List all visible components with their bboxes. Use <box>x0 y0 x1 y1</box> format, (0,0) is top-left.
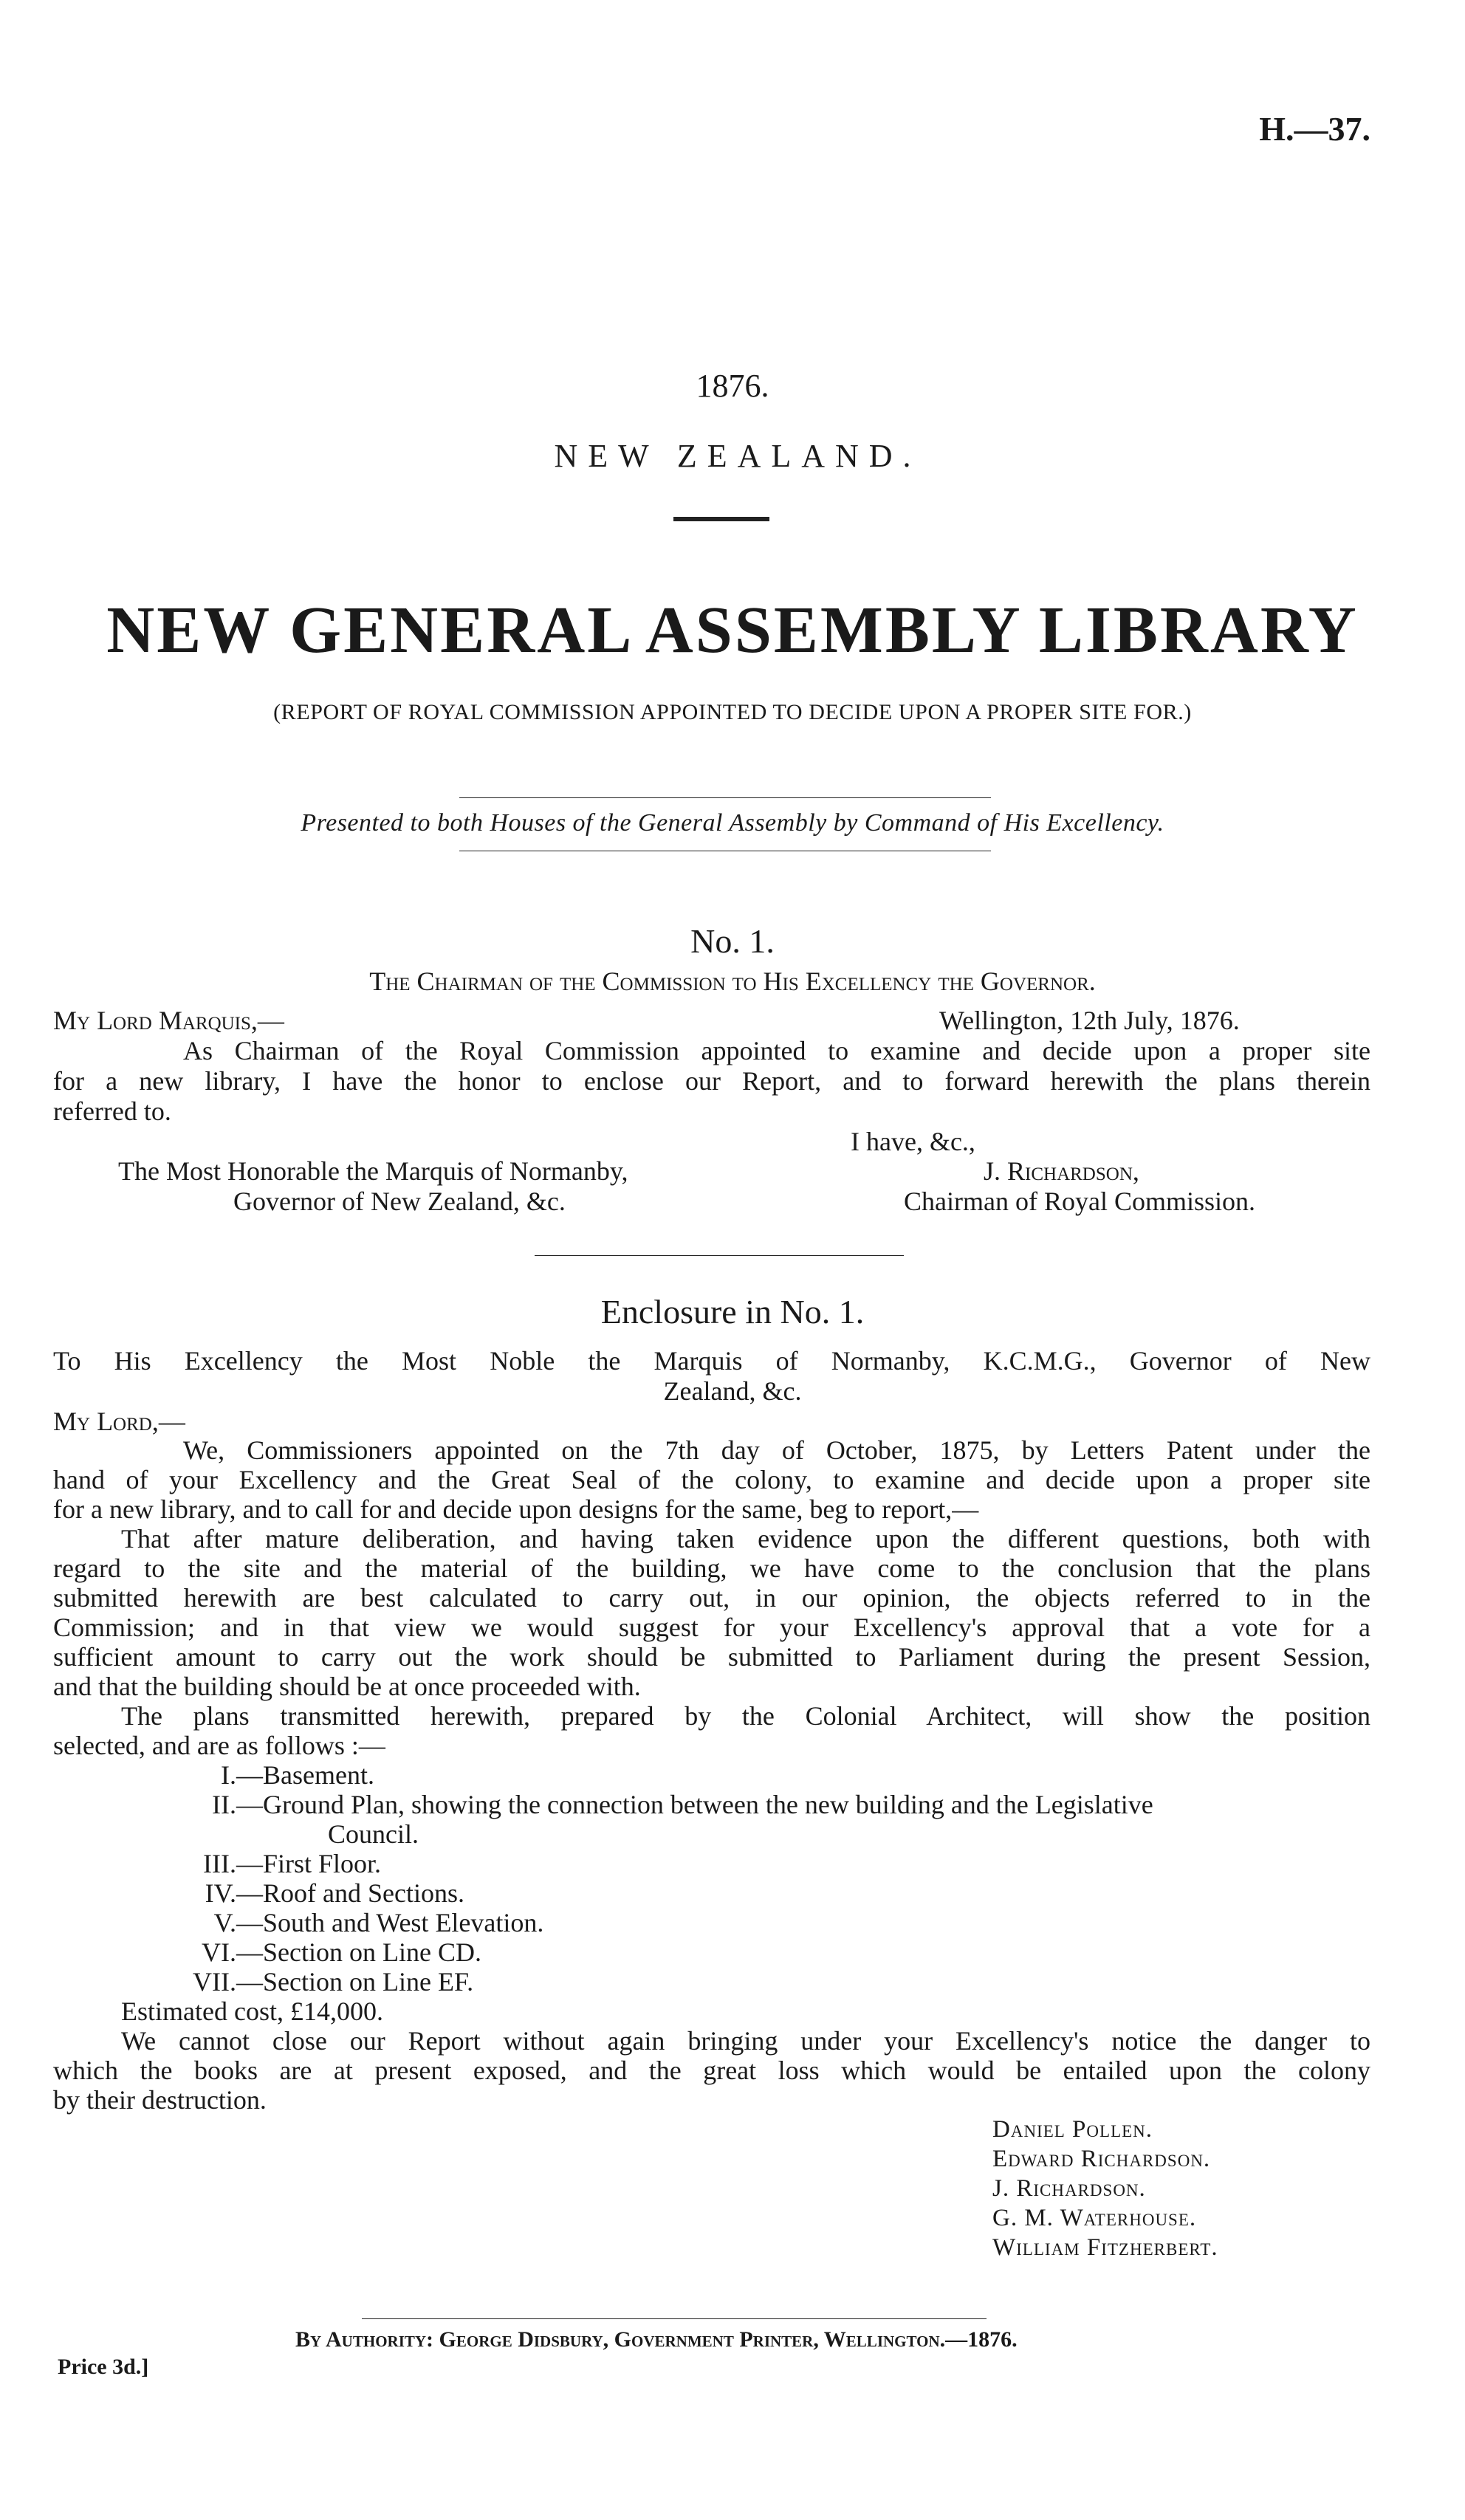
paragraph-line: which the books are at present exposed, and the great loss which would be entailed upon the colony <box>53 2056 1370 2085</box>
plan-text: —Roof and Sections. <box>236 1878 464 1908</box>
letter-signer-title: Chairman of Royal Commission. <box>904 1187 1255 1216</box>
enclosure-heading: Enclosure in No. 1. <box>600 1293 865 1331</box>
letter-body-line: for a new library, I have the honor to enclose our Report, and to forward herewith the plans therein <box>53 1066 1370 1096</box>
paragraph-line: The plans transmitted herewith, prepared by the Colonial Architect, will show the position <box>121 1701 1370 1731</box>
printer-authority: By Authority: George Didsbury, Government Printer, Wellington.—1876. <box>295 2327 1018 2352</box>
plan-item <box>157 1762 374 1788</box>
plan-text: —Section on Line CD. <box>236 1937 481 1967</box>
letter-place-date: Wellington, 12th July, 1876. <box>939 1006 1240 1035</box>
title-divider <box>673 517 769 521</box>
letter-heading: No. 1. <box>690 922 775 960</box>
plan-number: VII. <box>193 1967 236 1997</box>
presented-top-rule <box>459 797 991 798</box>
paragraph-line: We cannot close our Report without again bringing under your Excellency's notice the danger to <box>121 2026 1370 2056</box>
price: Price 3d.] <box>58 2355 149 2379</box>
paper-number: H.—37. <box>1259 110 1370 148</box>
paragraph-line: by their destruction. <box>53 2085 267 2115</box>
plan-text: Council. <box>328 1819 419 1849</box>
letter-from-to: The Chairman of the Commission to His Excellency the Governor. <box>369 967 1096 996</box>
paragraph-line: hand of your Excellency and the Great Seal of the colony, to examine and decide upon a proper site <box>53 1465 1370 1494</box>
country-title: NEW ZEALAND. <box>554 438 922 474</box>
plan-number: IV. <box>205 1878 236 1908</box>
enclosure-salutation: My Lord,— <box>53 1407 185 1436</box>
enclosure-address: To His Excellency the Most Noble the Marquis of Normanby, K.C.M.G., Governor of New <box>53 1346 1370 1376</box>
plan-number: III. <box>203 1849 236 1878</box>
enclosure-address-cont: Zealand, &c. <box>663 1376 802 1406</box>
plan-text: —South and West Elevation. <box>236 1908 544 1937</box>
plan-text: —Ground Plan, showing the connection between the new building and the Legislative <box>236 1790 1153 1819</box>
plan-item <box>157 1909 543 1936</box>
plan-item <box>157 1791 1153 1818</box>
estimated-cost: Estimated cost, £14,000. <box>121 1997 383 2026</box>
signatory: William Fitzherbert. <box>992 2234 1218 2261</box>
paragraph-line: That after mature deliberation, and having taken evidence upon the different questions, both with <box>121 1524 1370 1553</box>
letter-body-line: referred to. <box>53 1096 171 1126</box>
paragraph-line: We, Commissioners appointed on the 7th day of October, 1875, by Letters Patent under the <box>183 1435 1370 1465</box>
paragraph-line: submitted herewith are best calculated to carry out, in our opinion, the objects referred to in the <box>53 1583 1370 1613</box>
letter-closing: I have, &c., <box>851 1127 975 1156</box>
signatory: Daniel Pollen. <box>992 2116 1153 2143</box>
plan-item-continued <box>328 1821 419 1847</box>
plan-number: V. <box>213 1908 236 1937</box>
paragraph-line: and that the building should be at once proceeded with. <box>53 1672 641 1701</box>
letter-addressee-title: Governor of New Zealand, &c. <box>233 1187 566 1216</box>
plan-item <box>157 1850 381 1877</box>
footer-rule <box>362 2318 987 2319</box>
plan-item <box>157 1939 481 1965</box>
letter-salutation: My Lord Marquis,— <box>53 1006 284 1035</box>
presented-line: Presented to both Houses of the General Assembly by Command of His Excellency. <box>301 809 1164 837</box>
plan-item <box>157 1968 473 1995</box>
subtitle: (REPORT OF ROYAL COMMISSION APPOINTED TO DECIDE UPON A PROPER SITE FOR.) <box>273 700 1192 724</box>
signatory: Edward Richardson. <box>992 2146 1211 2172</box>
plan-number: VI. <box>202 1937 236 1967</box>
section-divider <box>535 1255 904 1256</box>
letter-addressee: The Most Honorable the Marquis of Normanby, <box>118 1156 628 1186</box>
letter-signer-name: J. Richardson, <box>984 1156 1139 1186</box>
paragraph-line: sufficient amount to carry out the work should be submitted to Parliament during the present Session, <box>53 1642 1370 1672</box>
year: 1876. <box>696 368 769 404</box>
plan-number: I. <box>221 1760 236 1790</box>
signatory: G. M. Waterhouse. <box>992 2205 1197 2231</box>
letter-body-line: As Chairman of the Royal Commission appointed to examine and decide upon a proper site <box>183 1036 1370 1065</box>
paragraph-line: selected, and are as follows :— <box>53 1731 385 1760</box>
plan-item <box>157 1880 464 1906</box>
paragraph-line: for a new library, and to call for and decide upon designs for the same, beg to report,— <box>53 1494 979 1524</box>
paragraph-line: Commission; and in that view we would suggest for your Excellency's approval that a vote for a <box>53 1613 1370 1642</box>
plan-text: —First Floor. <box>236 1849 382 1878</box>
plan-number: II. <box>212 1790 236 1819</box>
main-title: NEW GENERAL ASSEMBLY LIBRARY <box>106 594 1359 667</box>
signatory: J. Richardson. <box>992 2175 1146 2202</box>
plan-text: —Section on Line EF. <box>236 1967 474 1997</box>
plan-text: —Basement. <box>236 1760 374 1790</box>
paragraph-line: regard to the site and the material of the building, we have come to the conclusion that the plans <box>53 1553 1370 1583</box>
